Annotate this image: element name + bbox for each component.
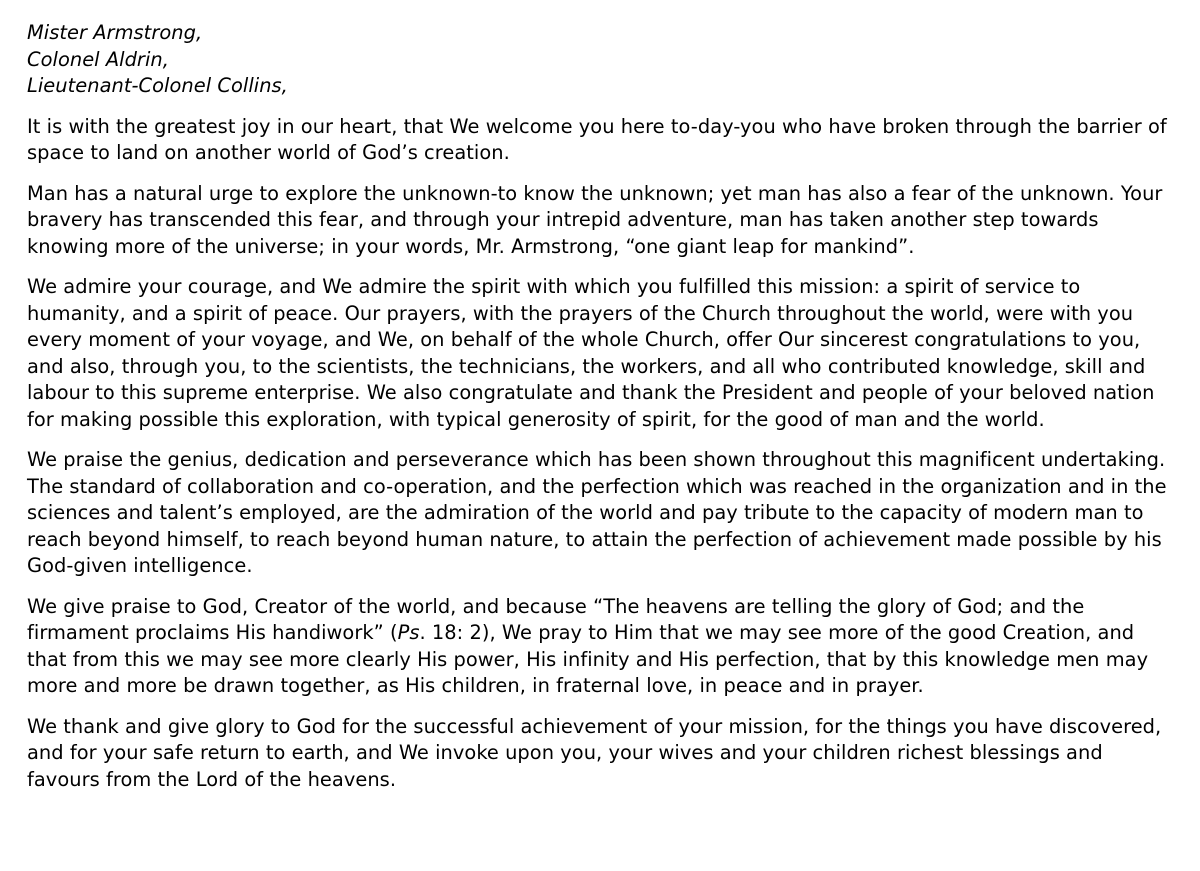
paragraph-creation-text-before: We give praise to God, Creator of the world, and because “The heavens are telling the glory of God; and the firmament proclaims His handiwork” ( xyxy=(27,594,1085,644)
paragraph-welcome: It is with the greatest joy in our heart, that We welcome you here to-day-you who have broken through the barrier of space to land on another world of God’s creation. xyxy=(27,114,1167,164)
paragraph-creation-text-after: . 18: 2), We pray to Him that we may see more of the good Creation, and that from this we may see more clearly His power, His infinity and His perfection, that by this knowledge men may more and more be drawn together, as His children, in fraternal love, in peace and in prayer. xyxy=(27,621,1149,697)
letter-document xyxy=(27,20,1177,807)
paragraph-courage: We admire your courage, and We admire the spirit with which you fulfilled this mission: a spirit of service to humanity, and a spirit of peace. Our prayers, with the prayers of the Church throughout the world, were with you every moment of your voyage, and We, on behalf of the whole Church, offer Our sincerest congratulations to you, and also, through you, to the scientists, the technicians, the workers, and all who contributed knowledge, skill and labour to this supreme enterprise. We also congratulate and thank the President and people of your beloved nation for making possible this exploration, with typical generosity of spirit, for the good of man and the world. xyxy=(27,275,1155,431)
paragraph-unknown: Man has a natural urge to explore the unknown-to know the unknown; yet man has also a fear of the unknown. Your bravery has transcended this fear, and through your intrepid adventure, man has taken another step towards knowing more of the universe; in your words, Mr. Armstrong, “one giant leap for mankind”. xyxy=(27,181,1163,258)
salutation-line-aldrin: Colonel Aldrin, xyxy=(27,47,169,71)
paragraph-thanks: We thank and give glory to God for the successful achievement of your mission, for the things you have discovered, and for your safe return to earth, and We invoke upon you, your wives and your children richest blessings and favours from the Lord of the heavens. xyxy=(27,714,1162,791)
salutation-line-armstrong: Mister Armstrong, xyxy=(27,21,203,44)
salutation-line-collins: Lieutenant-Colonel Collins, xyxy=(27,74,288,97)
psalm-reference: Ps xyxy=(397,621,420,644)
salutation-block xyxy=(27,20,1177,100)
paragraph-praise: We praise the genius, dedication and perseverance which has been shown throughout this magnificent undertaking. The standard of collaboration and co-operation, and the perfection which was reached in the organization and in the sciences and talent’s employed, are the admiration of the world and pay tribute to the capacity of modern man to reach beyond himself, to reach beyond human nature, to attain the perfection of achievement made possible by his God-given intelligence. xyxy=(27,448,1167,577)
paragraph-creation xyxy=(27,594,1177,700)
